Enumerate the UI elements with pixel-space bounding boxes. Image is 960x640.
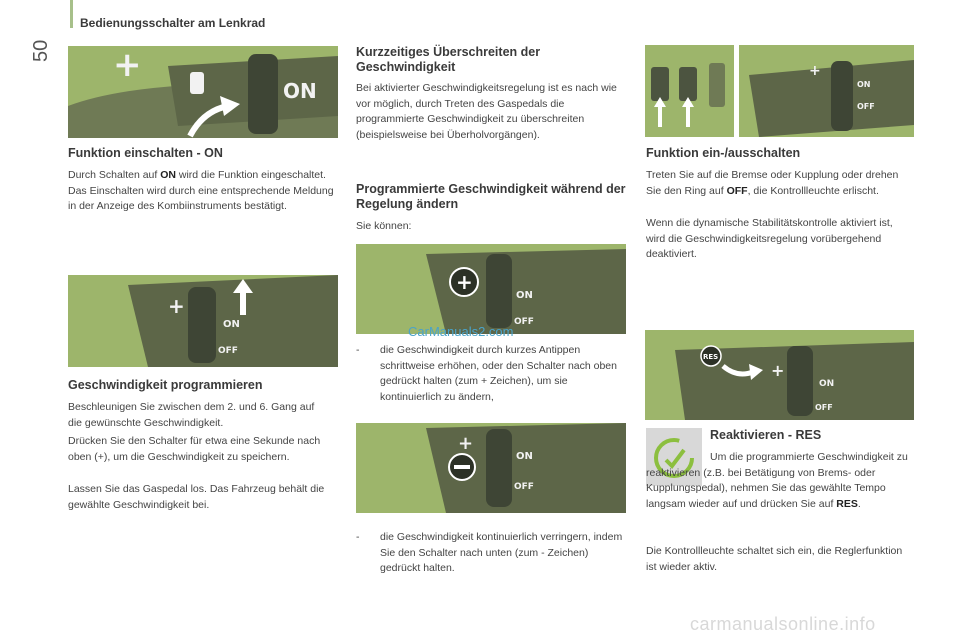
watermark-carmanuals2: CarManuals2.com bbox=[408, 324, 514, 339]
on-label: ON bbox=[283, 79, 317, 103]
gas-pedal bbox=[709, 63, 725, 107]
stalk-program-image bbox=[68, 275, 338, 367]
svg-text:+: + bbox=[771, 361, 785, 380]
section-title-res: Reaktivieren - RES bbox=[710, 428, 822, 442]
list-item-decrease: - die Geschwindigkeit kontinuierlich verringern, indem Sie den Schalter nach unten (zum - Zeichen) gedrückt halten. bbox=[356, 531, 623, 574]
paragraph-res-1: Um die programmierte Geschwindigkeit zu reaktivieren (z.B. bei Betätigung von Brems- oder Kupplungspedal), nehmen Sie das gewählte Tempo langsam wieder auf und drücken Sie auf RES. bbox=[646, 451, 908, 510]
svg-text:ON: ON bbox=[223, 319, 240, 330]
header-accent-bar bbox=[70, 0, 73, 28]
minus-marker bbox=[190, 72, 204, 94]
page-number: 50 bbox=[30, 39, 52, 62]
svg-text:RES: RES bbox=[703, 353, 719, 361]
list-item-increase: - die Geschwindigkeit durch kurzes Antippen schrittweise erhöhen, oder den Schalter nach oben gedrückt halten (zum + Zeichen), um sie kontinuierlich zu ändern, bbox=[356, 344, 617, 403]
svg-text:OFF: OFF bbox=[815, 403, 833, 412]
paragraph-program-3: Lassen Sie das Gaspedal los. Das Fahrzeug behält die gewählte Geschwindigkeit bei. bbox=[68, 483, 325, 511]
section-title-overspeed: Kurzzeitiges Überschreiten der Geschwindigkeit bbox=[356, 45, 541, 74]
paragraph-res-2: Die Kontrollleuchte schaltet sich ein, die Reglerfunktion ist wieder aktiv. bbox=[646, 545, 903, 573]
watermark-carmanualsonline: carmanualsonline.info bbox=[690, 614, 876, 634]
svg-text:OFF: OFF bbox=[857, 102, 875, 111]
pedals-image bbox=[645, 45, 734, 137]
stalk-decrease-image bbox=[356, 423, 626, 513]
brake-pedal bbox=[679, 67, 697, 101]
svg-text:ON: ON bbox=[516, 290, 533, 301]
section-title-change-speed: Programmierte Geschwindigkeit während der Regelung ändern bbox=[356, 182, 626, 211]
svg-text:ON: ON bbox=[857, 80, 871, 89]
svg-text:ON: ON bbox=[516, 451, 533, 462]
section-title-on: Funktion einschalten - ON bbox=[68, 146, 223, 160]
svg-text:OFF: OFF bbox=[218, 346, 238, 356]
svg-text:+: + bbox=[809, 63, 821, 79]
svg-text:OFF: OFF bbox=[514, 317, 534, 327]
stalk-off-image bbox=[739, 45, 914, 137]
clutch-pedal bbox=[651, 67, 669, 101]
plus-label: + bbox=[113, 46, 142, 85]
svg-text:+: + bbox=[168, 294, 185, 318]
paragraph-program-2: Drücken Sie den Schalter für etwa eine Sekunde nach oben (+), um die Geschwindigkeit zu speichern. bbox=[68, 435, 321, 463]
stalk-on-image bbox=[68, 46, 338, 138]
svg-text:ON: ON bbox=[819, 379, 835, 389]
svg-text:+: + bbox=[458, 433, 474, 454]
paragraph-you-can: Sie können: bbox=[356, 220, 412, 232]
paragraph-overspeed: Bei aktivierter Geschwindigkeitsregelung ist es nach wie vor möglich, durch Treten des Gaspedals die programmierte Geschwindigkeit zu überschreiten (beispielsweise bei Überholvorgängen). bbox=[356, 82, 617, 141]
paragraph-on-off-2: Wenn die dynamische Stabilitätskontrolle aktiviert ist, wird die Geschwindigkeitsregelung vorübergehend deaktiviert. bbox=[646, 217, 893, 260]
section-title-program: Geschwindigkeit programmieren bbox=[68, 378, 263, 392]
page-header-title: Bedienungsschalter am Lenkrad bbox=[80, 16, 266, 30]
paragraph-on: Durch Schalten auf ON wird die Funktion eingeschaltet. Das Einschalten wird durch eine entsprechende Meldung in der Anzeige des Kombiinstruments bestätigt. bbox=[68, 169, 334, 212]
paragraph-on-off-1: Treten Sie auf die Bremse oder Kupplung oder drehen Sie den Ring auf OFF, die Kontrollleuchte erlischt. bbox=[646, 169, 899, 197]
section-title-on-off: Funktion ein-/ausschalten bbox=[646, 146, 801, 160]
svg-text:OFF: OFF bbox=[514, 482, 534, 492]
stalk-res-image bbox=[645, 330, 914, 420]
stalk-increase-image bbox=[356, 244, 626, 334]
paragraph-program-1: Beschleunigen Sie zwischen dem 2. und 6. Gang auf die gewünschte Geschwindigkeit. bbox=[68, 401, 315, 429]
svg-text:+: + bbox=[456, 270, 473, 294]
